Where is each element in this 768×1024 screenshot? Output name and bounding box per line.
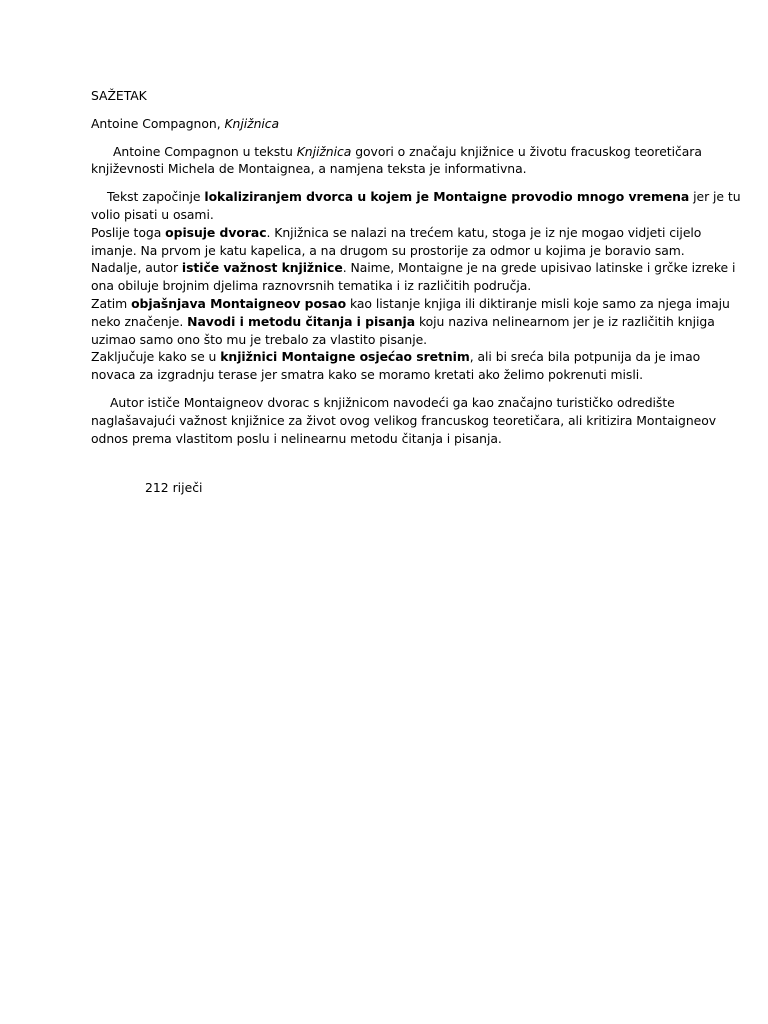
body-line-1 [107, 188, 741, 206]
intro-text-a: Antoine Compagnon u tekstu [113, 143, 297, 159]
body-line-4: imanje. Na prvom je katu kapelica, a na drugom su prostorije za odmor u kojima je boravio sam. [91, 242, 685, 258]
conclusion-line-1: Autor ističe Montaigneov dvorac s knjižnicom navodeći ga kao značajno turističko odredište [110, 394, 675, 410]
body-l3-bold: opisuje dvorac [165, 224, 267, 240]
body-l5-bold: ističe važnost knjižnice [181, 260, 343, 276]
body-line-8 [91, 313, 715, 331]
intro-text-c: govori o značaju knjižnice u životu fracuskog teoretičara [351, 143, 702, 159]
body-l7-a: Zatim [91, 295, 132, 311]
body-paragraph [91, 188, 741, 384]
body-l8-a: neko značenje. [91, 313, 188, 329]
body-l8-c: koju naziva nelinearnom jer je iz različitih knjiga [415, 313, 715, 329]
body-line-6: ona obiluje brojnim djelima raznovrsnih tematika i iz različitih područja. [91, 278, 532, 294]
body-l10-c: , ali bi sreća bila potpunija da je imao [469, 349, 701, 365]
word-count: 212 riječi [145, 480, 203, 495]
conclusion-paragraph [91, 394, 717, 447]
body-l8-bold: Navodi i metodu čitanja i pisanja [187, 313, 416, 329]
body-l5-a: Nadalje, autor [91, 260, 182, 276]
body-line-3 [91, 224, 702, 242]
body-l1-c: jer je tu [689, 189, 741, 205]
author-name: Antoine Compagnon, [91, 115, 225, 131]
body-l10-a: Zaključuje kako se u [91, 349, 221, 365]
body-l10-bold: knjižnici Montaigne osjećao sretnim [220, 349, 470, 365]
body-line-7 [91, 295, 730, 313]
body-line-5 [91, 259, 736, 277]
body-l1-bold: lokaliziranjem dvorca u kojem je Montaigne provodio mnogo vremena [204, 189, 690, 205]
body-line-2: volio pisati u osami. [91, 206, 214, 222]
body-l3-a: Poslije toga [91, 224, 166, 240]
body-line-10 [91, 348, 701, 366]
document-body [91, 87, 741, 457]
intro-paragraph [91, 143, 702, 179]
conclusion-line-3: odnos prema vlastitom poslu i nelinearnu metodu čitanja i pisanja. [91, 430, 502, 446]
conclusion-line-2: naglašavajući važnost knjižnice za život ovog velikog francuskog teoretičara, ali kritizira Montaigneov [91, 412, 717, 428]
body-line-11: novaca za izgradnju terase jer smatra kako se moramo kretati ako želimo pokrenuti misli. [91, 367, 643, 383]
work-title: Knjižnica [224, 115, 280, 131]
intro-line-1 [113, 143, 702, 161]
body-l1-a: Tekst započinje [107, 189, 205, 205]
heading-text: SAŽETAK [91, 88, 147, 103]
heading [91, 87, 681, 105]
author-line [91, 115, 681, 133]
body-l7-bold: objašnjava Montaigneov posao [131, 295, 347, 311]
body-l5-c: . Naime, Montaigne je na grede upisivao latinske i grčke izreke i [342, 260, 736, 276]
intro-text-title: Knjižnica [296, 143, 352, 159]
body-l7-c: kao listanje knjiga ili diktiranje misli koje samo za njega imaju [346, 295, 730, 311]
intro-line-2: književnosti Michela de Montaignea, a namjena teksta je informativna. [91, 161, 527, 177]
body-line-9: uzimao samo ono što mu je trebalo za vlastito pisanje. [91, 331, 428, 347]
body-l3-c: . Knjižnica se nalazi na trećem katu, stoga je iz nje mogao vidjeti cijelo [266, 224, 702, 240]
